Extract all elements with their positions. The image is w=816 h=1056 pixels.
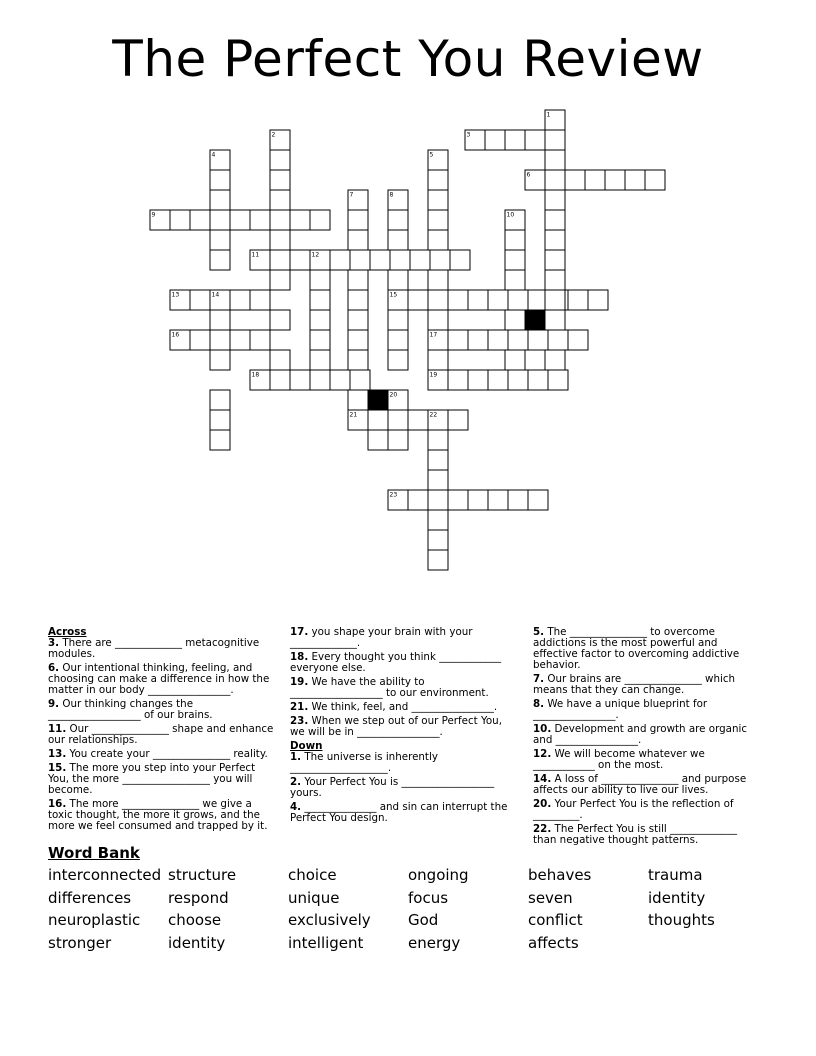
grid-cell[interactable] (448, 410, 468, 430)
clue-number: 12 (311, 251, 320, 259)
grid-cell[interactable] (388, 270, 408, 290)
grid-cell[interactable] (528, 370, 548, 390)
clue-item (48, 799, 276, 832)
grid-cell[interactable] (348, 210, 368, 230)
clue-number: 10 (506, 211, 515, 219)
grid-cell[interactable] (348, 310, 368, 330)
clue-item (290, 702, 516, 713)
grid-cell[interactable] (388, 210, 408, 230)
grid-cell[interactable] (210, 190, 230, 210)
grid-cell[interactable] (290, 370, 310, 390)
clue-text: We have the ability to __________________ to our environment. (290, 676, 489, 699)
clue-num: 13. (48, 748, 67, 760)
grid-cell[interactable] (388, 230, 408, 250)
clue-number: 21 (349, 411, 358, 419)
clue-number: 13 (171, 291, 180, 299)
clue-text: There are _____________ metacognitive modules. (48, 637, 260, 660)
grid-cell[interactable] (545, 210, 565, 230)
clue-item (290, 716, 516, 738)
grid-cell[interactable] (428, 490, 448, 510)
grid-cell[interactable] (310, 290, 330, 310)
word-bank-word: exclusively (288, 911, 371, 930)
clue-number: 2 (271, 131, 276, 139)
word-bank-title: Word Bank (48, 844, 140, 862)
grid-cell[interactable] (468, 370, 488, 390)
clue-number: 20 (389, 391, 398, 399)
clue-text: Your Perfect You is the reflection of _________. (533, 798, 734, 821)
grid-cell[interactable] (270, 310, 290, 330)
clue-item (533, 724, 763, 746)
clue-item (290, 627, 516, 649)
clue-num: 7. (533, 673, 545, 685)
grid-cell[interactable] (448, 330, 468, 350)
grid-cell[interactable] (508, 490, 528, 510)
clue-item (48, 724, 276, 746)
grid-cell[interactable] (330, 250, 350, 270)
clue-number: 23 (389, 491, 398, 499)
clue-num: 10. (533, 723, 552, 735)
grid-cell[interactable] (468, 490, 488, 510)
clue-number: 16 (171, 331, 180, 339)
clue-text: You create your _______________ reality. (66, 748, 268, 760)
clue-number: 6 (526, 171, 531, 179)
grid-cell[interactable] (428, 430, 448, 450)
clue-number: 22 (429, 411, 438, 419)
grid-cell[interactable] (488, 490, 508, 510)
word-bank-word: God (408, 911, 439, 930)
clue-number: 8 (389, 191, 394, 199)
grid-cell[interactable] (310, 310, 330, 330)
grid-cell[interactable] (348, 350, 368, 370)
word-bank-word: trauma (648, 866, 703, 884)
grid-cell[interactable] (528, 490, 548, 510)
clue-item (48, 763, 276, 796)
clue-text: Your Perfect You is __________________ yours. (290, 776, 495, 799)
grid-cell[interactable] (545, 350, 565, 370)
grid-cell[interactable] (230, 290, 250, 310)
word-bank-word: interconnected (48, 866, 162, 884)
grid-cell[interactable] (505, 270, 525, 290)
clue-num: 19. (290, 676, 309, 688)
grid-cell[interactable] (270, 210, 290, 230)
grid-cell[interactable] (230, 210, 250, 230)
word-bank-word: focus (408, 888, 449, 907)
clue-num: 16. (48, 798, 67, 810)
grid-cell[interactable] (390, 250, 410, 270)
clue-text: The Perfect You is still _____________ than negative thought patterns. (533, 823, 737, 846)
grid-cell[interactable] (488, 290, 508, 310)
grid-cell[interactable] (348, 270, 368, 290)
clue-item (48, 699, 276, 721)
grid-cell[interactable] (545, 150, 565, 170)
clue-num: 18. (290, 651, 309, 663)
grid-cell[interactable] (428, 210, 448, 230)
grid-cell[interactable] (210, 230, 230, 250)
word-bank-word: seven (528, 888, 573, 907)
grid-cell[interactable] (310, 210, 330, 230)
word-bank-word: unique (288, 888, 340, 907)
down-header: Down (290, 740, 323, 752)
clue-number: 19 (429, 371, 438, 379)
grid-cell[interactable] (545, 130, 565, 150)
clues-column-3 (533, 627, 763, 849)
grid-cell[interactable] (388, 350, 408, 370)
clue-number: 4 (211, 151, 216, 159)
clue-item (533, 774, 763, 796)
grid-cell[interactable] (330, 370, 350, 390)
page-title: The Perfect You Review (112, 30, 704, 88)
black-cell (525, 310, 545, 330)
grid-cell[interactable] (270, 150, 290, 170)
grid-cell[interactable] (270, 230, 290, 250)
clue-item (290, 752, 516, 774)
grid-cell[interactable] (170, 210, 190, 230)
grid-cell[interactable] (388, 330, 408, 350)
grid-cell[interactable] (250, 330, 270, 350)
clue-text: A loss of _______________ and purpose affects our ability to live our lives. (533, 773, 747, 796)
grid-cell[interactable] (428, 470, 448, 490)
clue-item (290, 652, 516, 674)
grid-cell[interactable] (448, 290, 468, 310)
clue-text: Our _______________ shape and enhance our relationships. (48, 723, 274, 746)
word-bank-word: thoughts (648, 911, 715, 930)
grid-cell[interactable] (468, 330, 488, 350)
grid-cell[interactable] (468, 290, 488, 310)
clue-number: 14 (211, 291, 220, 299)
grid-cell[interactable] (310, 370, 330, 390)
grid-cell[interactable] (210, 170, 230, 190)
grid-cell[interactable] (428, 550, 448, 570)
grid-cell[interactable] (428, 270, 448, 290)
clue-text: When we step out of our Perfect You, we will be in ________________. (290, 715, 502, 738)
clue-item (533, 799, 763, 821)
grid-cell[interactable] (310, 350, 330, 370)
grid-cell[interactable] (290, 210, 310, 230)
grid-cell[interactable] (605, 170, 625, 190)
word-bank-word: ongoing (408, 866, 469, 884)
grid-cell[interactable] (190, 330, 210, 350)
grid-cell[interactable] (210, 410, 230, 430)
clue-num: 3. (48, 637, 60, 649)
word-bank-word: conflict (528, 911, 583, 930)
grid-cell[interactable] (568, 330, 588, 350)
grid-cell[interactable] (270, 250, 290, 270)
grid-cell[interactable] (408, 410, 428, 430)
clue-num: 1. (290, 751, 302, 763)
grid-cell[interactable] (448, 490, 468, 510)
grid-cell[interactable] (210, 250, 230, 270)
clue-text: The universe is inherently ___________________. (290, 751, 438, 774)
grid-cell[interactable] (508, 370, 528, 390)
grid-cell[interactable] (348, 290, 368, 310)
clue-number: 17 (429, 331, 438, 339)
clue-number: 18 (251, 371, 260, 379)
grid-cell[interactable] (525, 130, 545, 150)
word-bank-word: structure (168, 866, 237, 884)
grid-cell[interactable] (230, 330, 250, 350)
grid-cell[interactable] (210, 310, 230, 330)
clue-text: We will become whatever we ____________ on the most. (533, 748, 705, 771)
grid-cell[interactable] (428, 230, 448, 250)
clue-num: 22. (533, 823, 552, 835)
grid-cell[interactable] (210, 330, 230, 350)
grid-cell[interactable] (645, 170, 665, 190)
grid-cell[interactable] (270, 370, 290, 390)
clue-text: Every thought you think ____________ everyone else. (290, 651, 501, 674)
grid-cell[interactable] (545, 270, 565, 290)
grid-cell[interactable] (388, 430, 408, 450)
grid-cell[interactable] (448, 370, 468, 390)
clue-text: Our brains are _______________ which means that they can change. (533, 673, 736, 696)
clue-number: 7 (349, 191, 354, 199)
grid-cell[interactable] (505, 350, 525, 370)
clue-text: Our intentional thinking, feeling, and choosing can make a difference in how the matter in our body ________________. (48, 662, 270, 696)
grid-cell[interactable] (250, 290, 270, 310)
grid-cell[interactable] (310, 330, 330, 350)
grid-cell[interactable] (428, 310, 448, 330)
grid-cell[interactable] (428, 450, 448, 470)
clue-text: The more you step into your Perfect You, the more _________________ you will become. (48, 762, 256, 796)
clue-num: 20. (533, 798, 552, 810)
clue-item (533, 699, 763, 721)
grid-cell[interactable] (190, 210, 210, 230)
grid-cell[interactable] (545, 190, 565, 210)
clue-num: 23. (290, 715, 309, 727)
clue-number: 5 (429, 151, 434, 159)
grid-cell[interactable] (270, 190, 290, 210)
grid-cell[interactable] (450, 250, 470, 270)
word-bank-word: stronger (48, 934, 112, 953)
clue-item (533, 749, 763, 771)
grid-cell[interactable] (505, 250, 525, 270)
grid-cell[interactable] (348, 330, 368, 350)
grid-cell[interactable] (350, 370, 370, 390)
word-bank-word: affects (528, 934, 579, 953)
grid-cell[interactable] (528, 330, 548, 350)
word-bank-word: choice (288, 866, 337, 884)
across-header: Across (48, 626, 87, 638)
grid-cell[interactable] (485, 130, 505, 150)
grid-cell[interactable] (428, 510, 448, 530)
clues-column-1 (48, 627, 276, 835)
word-bank-word: differences (48, 888, 132, 907)
grid-cell[interactable] (548, 370, 568, 390)
grid-cell[interactable] (350, 250, 370, 270)
grid-cell[interactable] (545, 290, 565, 310)
clue-num: 8. (533, 698, 545, 710)
grid-cell[interactable] (190, 290, 210, 310)
grid-cell[interactable] (545, 310, 565, 330)
clue-item (290, 802, 516, 824)
clue-num: 17. (290, 626, 309, 638)
clue-number: 15 (389, 291, 398, 299)
grid-cell[interactable] (545, 170, 565, 190)
grid-cell[interactable] (548, 330, 568, 350)
clue-text: We have a unique blueprint for ________________. (533, 698, 708, 721)
word-bank-word: neuroplastic (48, 911, 141, 930)
grid-cell[interactable] (290, 250, 310, 270)
clue-text: The _______________ to overcome addictions is the most powerful and effective factor to overcoming addictive behavior. (533, 626, 740, 671)
grid-cell[interactable] (428, 530, 448, 550)
grid-cell[interactable] (505, 130, 525, 150)
clue-text: Development and growth are organic and ________________. (533, 723, 748, 746)
clue-num: 5. (533, 626, 545, 638)
grid-cell[interactable] (210, 210, 230, 230)
clue-text: The more _______________ we give a toxic thought, the more it grows, and the more we feel consumed and trapped by it. (48, 798, 268, 832)
clue-text: you shape your brain with your _____________. (290, 626, 473, 649)
grid-cell[interactable] (348, 230, 368, 250)
clue-number: 9 (151, 211, 156, 219)
grid-cell[interactable] (368, 410, 388, 430)
clue-item (48, 638, 276, 660)
word-bank-word: identity (648, 888, 706, 907)
grid-cell[interactable] (508, 290, 528, 310)
clue-text: ______________ and sin can interrupt the Perfect You design. (290, 801, 508, 824)
grid-cell[interactable] (545, 230, 565, 250)
clue-item (290, 777, 516, 799)
clue-num: 12. (533, 748, 552, 760)
grid-cell[interactable] (430, 250, 450, 270)
clue-num: 6. (48, 662, 60, 674)
clue-num: 21. (290, 701, 309, 713)
word-bank-word: choose (168, 911, 222, 930)
clue-item (533, 824, 763, 846)
clue-item (533, 674, 763, 696)
word-bank-word: respond (168, 888, 229, 907)
clue-number: 11 (251, 251, 260, 259)
grid-cell[interactable] (210, 390, 230, 410)
clue-num: 2. (290, 776, 302, 788)
grid-cell[interactable] (568, 290, 588, 310)
grid-cell[interactable] (270, 350, 290, 370)
grid-cell[interactable] (408, 490, 428, 510)
word-bank-word: identity (168, 934, 226, 953)
grid-cell[interactable] (488, 330, 508, 350)
word-bank-word: intelligent (288, 934, 364, 953)
grid-cell[interactable] (310, 270, 330, 290)
grid-cell[interactable] (625, 170, 645, 190)
word-bank-word: behaves (528, 866, 592, 884)
clue-num: 14. (533, 773, 552, 785)
clue-num: 4. (290, 801, 302, 813)
grid-cell[interactable] (428, 190, 448, 210)
grid-cell[interactable] (348, 390, 368, 410)
black-cell (368, 390, 388, 410)
grid-cell[interactable] (545, 250, 565, 270)
grid-cell[interactable] (428, 170, 448, 190)
grid-cell[interactable] (210, 430, 230, 450)
grid-cell[interactable] (428, 290, 448, 310)
grid-cell[interactable] (270, 270, 290, 290)
clue-item (48, 663, 276, 696)
grid-cell[interactable] (210, 350, 230, 370)
clue-item (533, 627, 763, 671)
grid-cell[interactable] (370, 250, 390, 270)
clue-text: We think, feel, and ________________. (308, 701, 498, 713)
grid-cell[interactable] (388, 310, 408, 330)
grid-cell[interactable] (505, 310, 525, 330)
clue-num: 11. (48, 723, 67, 735)
word-bank-word: energy (408, 934, 461, 953)
grid-cell[interactable] (250, 210, 270, 230)
clues-column-2 (290, 627, 516, 827)
clue-text: Our thinking changes the __________________ of our brains. (48, 698, 213, 721)
grid-cell[interactable] (408, 290, 428, 310)
clue-num: 15. (48, 762, 67, 774)
clue-num: 9. (48, 698, 60, 710)
clue-number: 3 (466, 131, 471, 139)
clue-item (48, 749, 276, 760)
grid-cell[interactable] (588, 290, 608, 310)
grid-cell[interactable] (505, 230, 525, 250)
clue-number: 1 (546, 111, 551, 119)
grid-cell[interactable] (585, 170, 605, 190)
grid-cell[interactable] (270, 170, 290, 190)
grid-cell[interactable] (428, 350, 448, 370)
grid-cell[interactable] (410, 250, 430, 270)
grid-cell[interactable] (368, 430, 388, 450)
grid-cell[interactable] (565, 170, 585, 190)
grid-cell[interactable] (388, 410, 408, 430)
clue-item (290, 677, 516, 699)
grid-cell[interactable] (508, 330, 528, 350)
grid-cell[interactable] (488, 370, 508, 390)
